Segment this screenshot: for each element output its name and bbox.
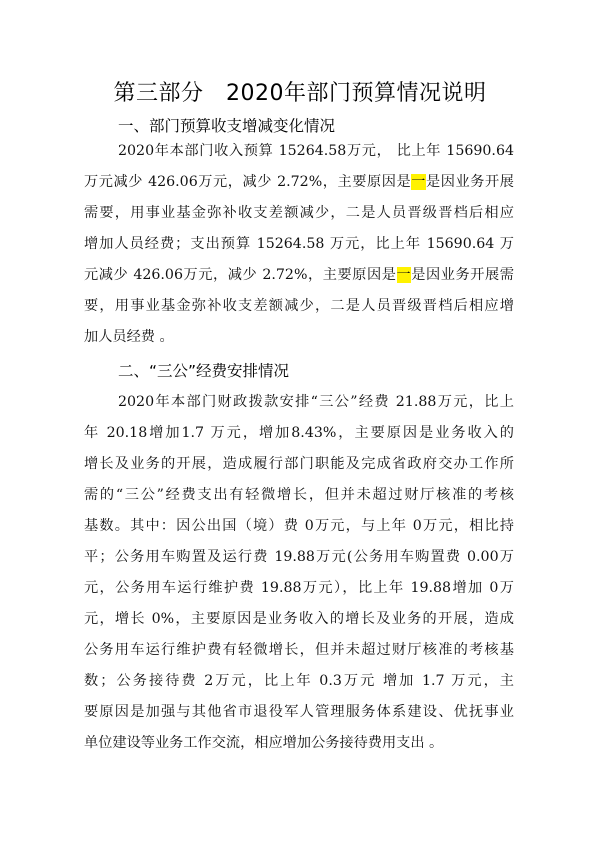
paragraph-line: 公务用车运行维护费有轻微增长，但并未超过财厅核准的考核基 — [84, 642, 514, 658]
highlight-mark: 一 — [396, 267, 412, 283]
paragraph-line: 万元减少 426.06万元，减少 2.72%，主要原因是一是因业务开展 — [84, 174, 514, 190]
paragraph-line: 需要，用事业基金弥补收支差额减少，二是人员晋级晋档后相应 — [84, 205, 514, 221]
paragraph-line: 基数。其中：因公出国（境）费 0万元，与上年 0万元，相比持 — [84, 518, 514, 534]
section-heading-2: 二、“三公”经费安排情况 — [118, 362, 290, 380]
paragraph-line: 加人员经费 。 — [84, 329, 174, 345]
paragraph-line: 元减少 426.06万元，减少 2.72%，主要原因是一是因业务开展需 — [84, 267, 514, 283]
paragraph-line: 元，增长 0%，主要原因是业务收入的增长及业务的开展，造成 — [84, 611, 514, 627]
paragraph-line: 2020年本部门财政拨款安排“三公”经费 21.88万元，比上 — [118, 394, 514, 410]
paragraph-line: 平；公务用车购置及运行费 19.88万元(公务用车购置费 0.00万 — [84, 549, 514, 565]
paragraph-line: 年 20.18增加1.7 万元，增加8.43%，主要原因是业务收入的 — [84, 425, 514, 441]
paragraph-line: 需的“三公”经费支出有轻微增长，但并未超过财厅核准的考核 — [84, 487, 514, 503]
highlight-mark: 一 — [411, 174, 427, 190]
paragraph-line: 增长及业务的开展，造成履行部门职能及完成省政府交办工作所 — [84, 456, 514, 472]
paragraph-line: 数；公务接待费 2万元，比上年 0.3万元 增加 1.7 万元，主 — [84, 673, 514, 689]
page-title: 第三部分 2020年部门预算情况说明 — [113, 81, 487, 106]
paragraph-line: 要，用事业基金弥补收支差额减少，二是人员晋级晋档后相应增 — [84, 298, 514, 314]
paragraph-line: 要原因是加强与其他省市退役军人管理服务体系建设、优抚事业 — [84, 704, 514, 720]
paragraph-line: 增加人员经费；支出预算 15264.58 万元，比上年 15690.64 万 — [84, 236, 514, 252]
paragraph-line: 2020年本部门收入预算 15264.58万元， 比上年 15690.64 — [118, 143, 514, 159]
paragraph-line: 元，公务用车运行维护费 19.88万元），比上年 19.88增加 0万 — [84, 580, 514, 596]
paragraph-line: 单位建设等业务工作交流，相应增加公务接待费用支出 。 — [84, 735, 444, 751]
section-heading-1: 一、部门预算收支增减变化情况 — [118, 117, 336, 135]
